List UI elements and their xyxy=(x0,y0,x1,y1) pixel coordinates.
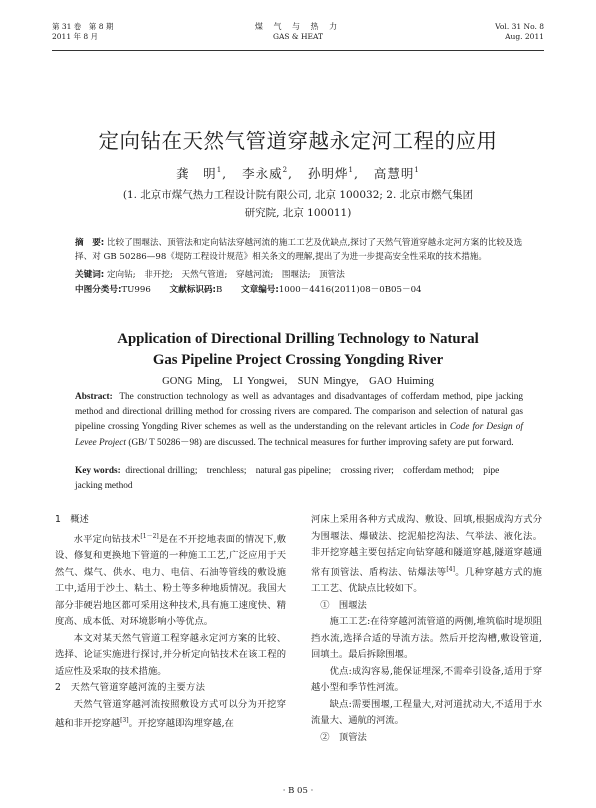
paragraph: 本文对某天然气管道工程穿越永定河方案的比较、选择、论证实施进行探讨,并分析定向钻技术在该工程的适应性及采取的技术措施。 xyxy=(55,632,286,677)
abstract-cn-text: 比较了围堰法、顶管法和定向钻法穿越河流的施工工艺及优缺点,探讨了天然气管道穿越永定河方案的比较及选择、对 GB 50286—98《堤防工程设计规范》相关条文的理解,提出了为进一步提高安全性采取的技术措施。 xyxy=(75,238,523,262)
title-en-line: Gas Pipeline Project Crossing Yongding River xyxy=(152,352,444,368)
section-heading: 2 天然气管道穿越河流的主要方法 xyxy=(55,682,206,693)
paragraph: 缺点:需要围堰,工程量大,对河道扰动大,不适用于水流量大、通航的河流。 xyxy=(311,698,542,726)
paragraph-text: 天然气管道穿越河流按照敷设方式可以分为开挖穿越和非开挖穿越 xyxy=(55,698,286,729)
paragraph-text: 河床上采用各种方式成沟、敷设、回填,根据成沟方式分为围堰法、爆破法、挖泥船挖沟法、气举法、液化法。非开挖穿越主要包括定向钻穿越和隧道穿越,隧道穿越通常有顶管法、盾构法、钻爆法等 xyxy=(311,514,542,578)
paragraph-text: 。几种穿越方式的施工工艺、优缺点比较如下。 xyxy=(311,566,542,594)
body-column-left xyxy=(55,512,286,733)
journal-name-en: GAS & HEAT xyxy=(272,32,323,41)
subsection-heading: ① 围堰法 xyxy=(320,599,367,611)
keywords-en-text: directional drilling; trenchless; natural gas pipeline; crossing river; cofferdam method; pipe jacking method xyxy=(75,466,500,492)
header-right xyxy=(495,22,544,42)
subsection-heading: ② 顶管法 xyxy=(320,731,367,743)
doc-code-label: 文献标识码: xyxy=(169,285,216,295)
abstract-en-label: Abstract: xyxy=(75,392,113,402)
code-title: Code for Design of Levee Project xyxy=(75,422,523,448)
author-name: 高慧明 xyxy=(373,166,415,181)
issue-date: 2011 年 8 月 xyxy=(52,32,99,41)
issue-date-en: Aug. 2011 xyxy=(505,32,544,41)
affiliation-line: 研究院, 北京 100011) xyxy=(244,207,352,219)
keywords-en xyxy=(75,464,523,494)
paragraph: 优点:成沟容易,能保证埋深,不需牵引设备,适用于穿越小型和季节性河流。 xyxy=(311,665,542,693)
clc-value: TU996 xyxy=(121,285,151,295)
doc-code-value: B xyxy=(215,285,223,295)
clc-label: 中图分类号: xyxy=(75,285,122,295)
paragraph xyxy=(55,697,286,733)
author-list-en: GONG Ming, LI Yongwei, SUN Mingye, GAO Huiming xyxy=(162,376,434,387)
body-column-right xyxy=(311,512,542,746)
paragraph xyxy=(311,512,542,598)
keywords-cn xyxy=(75,268,523,282)
abstract-en-text: The construction technology as well as advantages and disadvantages of cofferdam method, pipe jacking method and directional drilling method for crossing rivers are compared. The comparison and selection of natural gas pipeline crossing Yongding River schemes as well as the understanding on the relevant articles in xyxy=(75,392,523,433)
volume-issue: 第 31 卷 第 8 期 xyxy=(52,22,114,31)
title-en-line: Application of Directional Drilling Technology to Natural xyxy=(117,331,479,347)
article-no-value: 1000－4416(2011)08－0B05－04 xyxy=(278,285,422,295)
paragraph-text: 。开挖穿越即沟埋穿越,在 xyxy=(128,718,234,729)
paragraph-text: 水平定向钻技术 xyxy=(73,533,141,545)
citation: [3] xyxy=(120,717,129,724)
citation: [1－2] xyxy=(140,532,159,540)
author-name: 龚 明 xyxy=(176,166,217,181)
author-list: 龚 明$^1$, 李永威$^2$, 孙明烨$^1$, 高慧明$^1$ xyxy=(176,166,420,181)
author-name: 李永威 xyxy=(242,166,283,181)
affiliations xyxy=(100,186,496,222)
abstract-cn-label: 摘 要: xyxy=(75,238,105,248)
affiliation-line: (1. 北京市煤气热力工程设计院有限公司, 北京 100032; 2. 北京市燃气集团 xyxy=(122,189,474,201)
paragraph-text: 是在不开挖地表面的情况下,敷设、修复和更换地下管道的一种施工工艺,广泛应用于天然气、煤气、供水、电力、电信、石油等管线的敷设施工中,适用于沙土、粘土、粉土等多种地质情况。我国大部分非硬岩地区都可采用这种技术,具有施工速度快、精度高、成本低、对环境影响小等优点。 xyxy=(55,533,286,627)
abstract-en-text: (GB/ T 50286－98) are discussed. The technical measures for further improving safety are put forward. xyxy=(126,437,514,448)
keywords-cn-text: 定向钻; 非开挖; 天然气管道; 穿越河流; 围堰法; 顶管法 xyxy=(106,270,345,280)
article-no-label: 文章编号: xyxy=(241,285,279,295)
keywords-cn-label: 关键词: xyxy=(75,270,105,280)
paragraph xyxy=(55,529,286,631)
paper-title-en xyxy=(0,329,596,371)
journal-name-cn: 煤 气 与 热 力 xyxy=(254,22,342,31)
paper-title: 定向钻在天然气管道穿越永定河工程的应用 xyxy=(98,129,498,153)
author-affil-mark: 1 xyxy=(348,166,354,174)
header-center xyxy=(52,22,544,42)
author-name: 孙明烨 xyxy=(307,166,349,181)
author-affil-mark: 2 xyxy=(282,166,289,174)
page-number: · B 05 · xyxy=(282,786,314,796)
citation: [4] xyxy=(446,565,455,573)
running-header xyxy=(52,20,544,51)
classification-line xyxy=(75,283,438,295)
abstract-en xyxy=(75,390,523,451)
abstract-cn xyxy=(75,236,523,264)
author-affil-mark: 1 xyxy=(414,166,420,174)
author-affil-mark: 1 xyxy=(216,166,223,174)
volume-issue-en: Vol. 31 No. 8 xyxy=(495,22,544,31)
paragraph: 施工工艺:在待穿越河流管道的两侧,堆筑临时堤坝阻挡水流,选择合适的导流方法。然后开挖沟槽,敷设管道,回填土。最后拆除围堰。 xyxy=(311,616,542,660)
keywords-en-label: Key words: xyxy=(75,466,121,476)
section-heading: 1 概述 xyxy=(55,514,89,525)
